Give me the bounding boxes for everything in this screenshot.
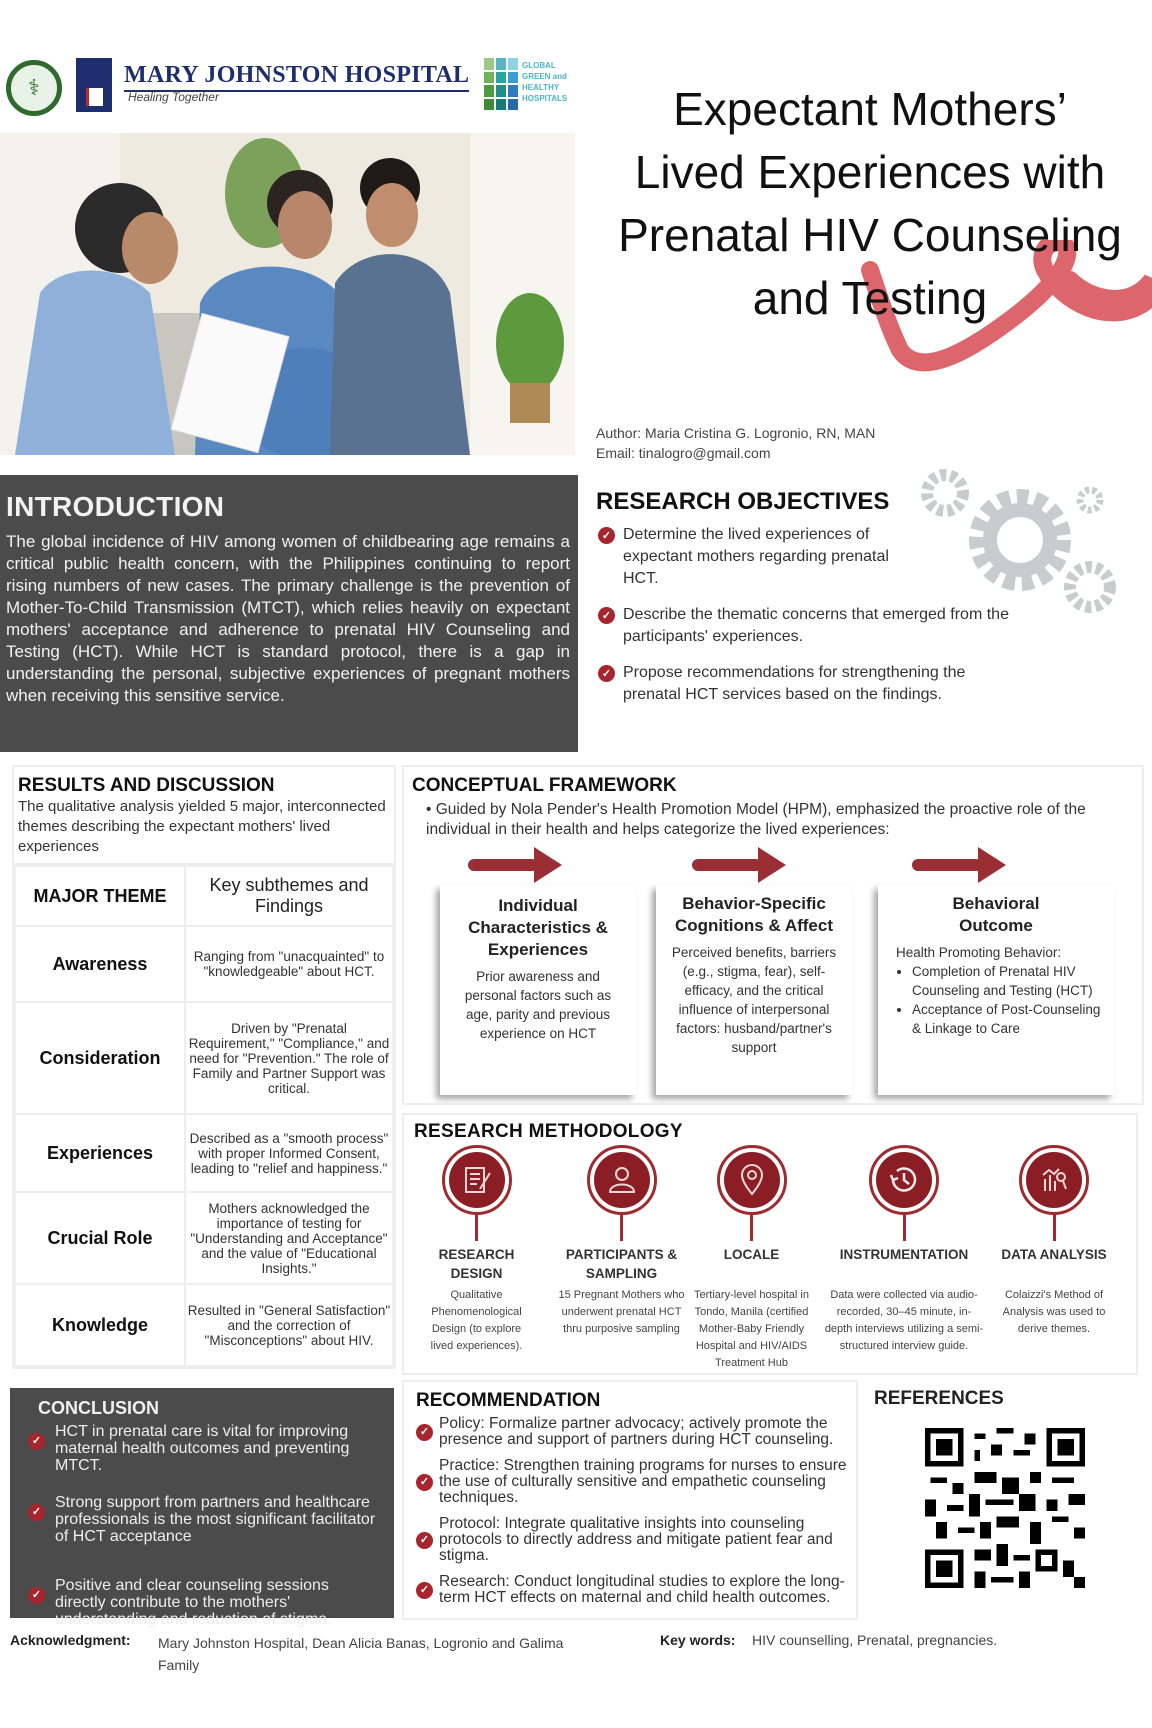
check-circle-icon: ✓ — [28, 1587, 45, 1604]
framework-box-cognitions: Behavior-Specific Cognitions & Affect Perceived benefits, barriers (e.g., stigma, fear), self-efficacy, and the critical influence of interpersonal factors: husband/partner's support — [656, 885, 852, 1095]
arrow-right-icon — [468, 845, 562, 885]
objective-item: ✓ Determine the lived experiences of expectant mothers regarding prenatal HCT. — [596, 524, 896, 590]
framework-box-individual: Individual Characteristics & Experiences Prior awareness and personal factors such as age, parity and previous experience on HCT — [440, 885, 636, 1095]
results-heading: RESULTS AND DISCUSSION — [18, 775, 275, 796]
gghh-logo-text: GLOBAL GREEN and HEALTHY HOSPITALS — [522, 61, 568, 103]
methodology-item: PARTICIPANTS & SAMPLING 15 Pregnant Mothers who underwent prenatal HCT thru purposive sampling — [549, 1145, 694, 1338]
keywords-text: HIV counselling, Prenatal, pregnancies. — [752, 1632, 998, 1648]
check-circle-icon: ✓ — [416, 1582, 433, 1599]
check-circle-icon: ✓ — [416, 1424, 433, 1441]
conclusion-item: ✓ HCT in prenatal care is vital for improving maternal health outcomes and preventing MTCT. — [28, 1423, 384, 1474]
hospital-tagline: Healing Together — [128, 90, 219, 104]
methodology-item: INSTRUMENTATION Data were collected via audio-recorded, 30–45 minute, in-depth interviews utilizing a semi-structured interview guide. — [824, 1145, 984, 1355]
author-info — [596, 423, 875, 463]
check-circle-icon: ✓ — [28, 1433, 45, 1450]
hospital-name: MARY JOHNSTON HOSPITAL — [124, 62, 469, 92]
objective-item: ✓ Describe the thematic concerns that emerged from the participants' experiences. — [596, 604, 1036, 648]
counseling-photo — [0, 133, 575, 455]
poster-title: Expectant Mothers’ Lived Experiences with Prenatal HIV Counseling and Testing — [618, 83, 1122, 324]
conclusion-section — [10, 1388, 394, 1628]
methodology-item: RESEARCH DESIGN Qualitative Phenomenological Design (to explore lived experiences). — [404, 1145, 549, 1355]
table-row: Awareness Ranging from "unacquainted" to "knowledgeable" about HCT. — [15, 926, 393, 1002]
research-objectives-section — [596, 488, 1152, 720]
hospital-logo-mark — [76, 58, 112, 112]
recommendation-item: ✓ Research: Conduct longitudinal studies to explore the long-term HCT effects on maternal and child health outcomes. — [416, 1574, 856, 1606]
medical-seal-icon: ⚕ — [6, 60, 62, 116]
column-header-findings: Key subthemes and Findings — [185, 866, 393, 926]
table-row: Experiences Described as a "smooth process" with proper Informed Consent, leading to "relief and happiness." — [15, 1114, 393, 1192]
recommendation-item: ✓ Practice: Strengthen training programs for nurses to ensure the use of culturally sensitive and empathetic counseling techniques. — [416, 1458, 856, 1506]
location-pin-icon — [717, 1145, 787, 1215]
table-row: Knowledge Resulted in "General Satisfaction" and the correction of "Misconceptions" about HIV. — [15, 1284, 393, 1366]
recommendation-heading: RECOMMENDATION — [416, 1390, 601, 1411]
bar-chart-magnifier-icon — [1019, 1145, 1089, 1215]
references-heading: REFERENCES — [874, 1388, 1004, 1409]
framework-intro: • Guided by Nola Pender's Health Promotion Model (HPM), emphasized the proactive role of the individual in their health and helps categorize the lived experiences: — [426, 801, 1086, 838]
column-header-theme: MAJOR THEME — [15, 866, 185, 926]
framework-box-outcome: Behavioral Outcome Health Promoting Behavior: • Completion of Prenatal HIV Counseling and Testing (HCT) • Acceptance of Post-Counseling & Linkage to Care — [878, 885, 1114, 1095]
acknowledgment-text: Mary Johnston Hospital, Dean Alicia Banas, Logronio and Galima Family — [158, 1635, 564, 1673]
arrow-right-icon — [692, 845, 786, 885]
methodology-item: LOCALE Tertiary-level hospital in Tondo, Manila (certified Mother-Baby Friendly Hospital and HIV/AIDS Treatment Hub — [679, 1145, 824, 1372]
keywords-label: Key words: — [660, 1632, 736, 1648]
conclusion-item: ✓ Strong support from partners and healthcare professionals is the most significant facilitator of HCT acceptance — [28, 1494, 384, 1545]
recommendation-section — [402, 1380, 858, 1620]
objective-item: ✓ Propose recommendations for strengthening the prenatal HCT services based on the findings. — [596, 662, 986, 706]
methodology-heading: RESEARCH METHODOLOGY — [414, 1121, 683, 1142]
person-icon — [587, 1145, 657, 1215]
check-circle-icon: ✓ — [598, 665, 615, 682]
check-circle-icon: ✓ — [598, 527, 615, 544]
recommendation-item: ✓ Protocol: Integrate qualitative insights into counseling protocols to directly address and mitigate patient fear and stigma. — [416, 1516, 856, 1564]
framework-heading: CONCEPTUAL FRAMEWORK — [412, 775, 677, 796]
results-intro: The qualitative analysis yielded 5 major, interconnected themes describing the expectant mothers' lived experiences — [18, 798, 386, 855]
check-circle-icon: ✓ — [416, 1474, 433, 1491]
results-section — [12, 765, 396, 1369]
check-circle-icon: ✓ — [598, 607, 615, 624]
conceptual-framework-section — [402, 765, 1144, 1105]
objectives-heading: RESEARCH OBJECTIVES — [596, 488, 890, 515]
research-methodology-section — [402, 1113, 1138, 1375]
recommendation-item: ✓ Policy: Formalize partner advocacy; actively promote the presence and support of partners during HCT counseling. — [416, 1416, 856, 1448]
conclusion-item: ✓ Positive and clear counseling sessions directly contribute to the mothers' understanding and reduction of stigma. — [28, 1577, 384, 1628]
qr-code-icon[interactable] — [925, 1428, 1085, 1588]
themes-table — [14, 865, 394, 1367]
check-circle-icon: ✓ — [416, 1532, 433, 1549]
checklist-pen-icon — [442, 1145, 512, 1215]
conclusion-heading: CONCLUSION — [38, 1398, 159, 1418]
introduction-heading: INTRODUCTION — [6, 491, 225, 522]
gghh-logo-icon — [484, 58, 518, 110]
author-email[interactable]: Email: tinalogro@gmail.com — [596, 445, 771, 461]
introduction-body: The global incidence of HIV among women of childbearing age remains a critical public health concern, with the Philippines continuing to report rising numbers of new cases. The primary challenge is the prevention of Mother-To-Child Transmission (MTCT), which relies heavily on expectant mothers' acceptance and adherence to prenatal HIV Counseling and Testing (HCT). While HCT is standard protocol, there is a gap in understanding the personal, subjective experiences of pregnant mothers when receiving this sensitive service. — [6, 532, 570, 705]
clock-history-icon — [869, 1145, 939, 1215]
table-row: Crucial Role Mothers acknowledged the importance of testing for "Understanding and Acceptance" and the value of "Educational Insights." — [15, 1192, 393, 1284]
check-circle-icon: ✓ — [28, 1504, 45, 1521]
acknowledgment-label: Acknowledgment: — [10, 1632, 131, 1648]
arrow-right-icon — [912, 845, 1006, 885]
methodology-item: DATA ANALYSIS Colaizzi's Method of Analysis was used to derive themes. — [984, 1145, 1124, 1338]
introduction-section — [0, 475, 578, 752]
table-row: Consideration Driven by "Prenatal Requirement," "Compliance," and need for "Prevention." The role of Family and Partner Support was critical. — [15, 1002, 393, 1114]
author-name: Author: Maria Cristina G. Logronio, RN, MAN — [596, 425, 876, 441]
